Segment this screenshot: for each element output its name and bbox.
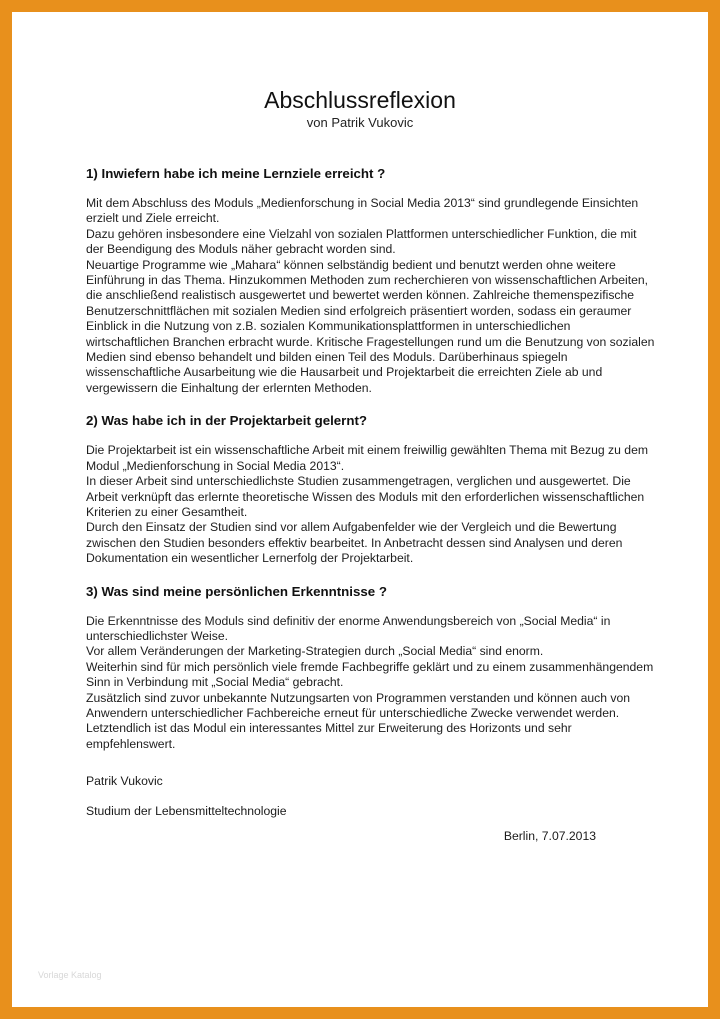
paragraph: In dieser Arbeit sind unterschiedlichste Studien zusammengetragen, verglichen und ausgewertet. Die Arbeit verknüpft das erlernte theoretische Wissen des Moduls mit den erforderlichen wissenschaftlichen Kriterien zu einer Gesamtheit.: [86, 474, 645, 519]
document-body: [86, 165, 656, 844]
document-page: [12, 12, 708, 1007]
section-heading: 2) Was habe ich in der Projektarbeit gelernt?: [86, 413, 368, 429]
signature-name: Patrik Vukovic: [86, 774, 163, 789]
section-heading: 1) Inwiefern habe ich meine Lernziele erreicht ?: [86, 166, 386, 181]
paragraph: Mit dem Abschluss des Moduls „Medienforschung in Social Media 2013“ sind grundlegende Einsichten erzielt und Ziele erreicht.: [86, 196, 639, 226]
document-subtitle: von Patrik Vukovic: [306, 115, 414, 130]
section-erkenntnisse: [86, 583, 656, 753]
watermark-text: Vorlage Katalog: [38, 970, 102, 980]
section-lernziele: [86, 165, 656, 396]
section-projektarbeit: [86, 412, 656, 566]
signature-study: Studium der Lebensmitteltechnologie: [86, 804, 287, 819]
document-title: Abschlussreflexion: [264, 87, 456, 113]
paragraph: Dazu gehören insbesondere eine Vielzahl von sozialen Plattformen unterschiedlicher Funktion, die mit der Beendigung des Moduls näher gebracht worden sind.: [86, 226, 637, 257]
place-date: Berlin, 7.07.2013: [503, 829, 596, 844]
paragraph: Die Projektarbeit ist ein wissenschaftliche Arbeit mit einem freiwillig gewählten Thema mit Bezug zu dem Modul „Medienforschung in Social Media 2013“.: [86, 443, 648, 473]
section-heading: 3) Was sind meine persönlichen Erkenntnisse ?: [86, 583, 387, 599]
paragraph: Vor allem Veränderungen der Marketing-Strategien durch „Social Media“ sind enorm.: [86, 644, 544, 659]
paragraph: Weiterhin sind für mich persönlich viele fremde Fachbegriffe geklärt und zu einem zusammenhängendem Sinn in Verbindung mit „Social Media“ gebracht.: [86, 659, 654, 690]
paragraph: Zusätzlich sind zuvor unbekannte Nutzungsarten von Programmen verstanden und können auch von Anwendern unterschiedlicher Fachbereiche erneut für unterschiedliche Zwecke verwendet werden. Letztendlich ist das Modul ein interessantes Mittel zur Erweiterung des Horizonts und sehr empfehlenswert.: [86, 690, 631, 751]
paragraph: Die Erkenntnisse des Moduls sind definitiv der enorme Anwendungsbereich von „Social Media“ in unterschiedlichster Weise.: [86, 613, 611, 643]
paragraph: Neuartige Programme wie „Mahara“ können selbständig bedient und benutzt werden ohne weitere Einführung in das Thema. Hinzukommen Methoden zum recherchieren von wissenschaftlichen Arbeiten, die anschließend realistisch ausgewertet und bewertet werden können. Zahlreiche themenspezifische Benutzerschnittflächen mit sozialen Medien sind erfolgreich präsentiert worden, sodass ein geraumer Einblick in die Nutzung von z.B. sozialen Kommunikationsplattformen in unterschiedlichen wirtschaftlichen Branchen erbracht wurde. Kritische Fragestellungen rund um die Benutzung von sozialen Medien sind ebenso behandelt und bilden einen Teil des Moduls. Darüberhinaus spiegeln wissenschaftliche Ausarbeitung wie die Hausarbeit und Projektarbeit die erreichten Ziele ab und vergewissern die Einhaltung der erlernten Methoden.: [86, 257, 655, 395]
paragraph: Durch den Einsatz der Studien sind vor allem Aufgabenfelder wie der Vergleich und die Bewertung zwischen den Studien besonders effektiv bearbeitet. In Anbetracht dessen sind Analysen und deren Dokumentation ein wesentlicher Lernerfolg der Projektarbeit.: [86, 520, 623, 566]
